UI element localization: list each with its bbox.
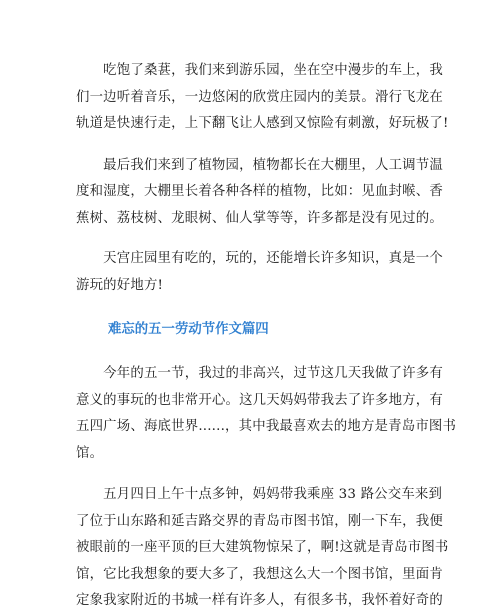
text-line: 们一边听着音乐，一边悠闲的欣赏庄园内的美景。滑行飞龙在 — [76, 89, 443, 105]
text-line: 轨道是快速行走，上下翻飞让人感到又惊险有刺激，好玩极了! — [76, 116, 449, 131]
text-line: 五月四日上午十点多钟，妈妈带我乘座 33 路公交车来到 — [76, 487, 443, 502]
text-line: 今年的五一节，我过的非高兴，过节这几天我做了许多有 — [76, 366, 443, 381]
paragraph-botanical-garden — [76, 153, 443, 233]
text-line: 意义的事玩的也非常开心。这几天妈妈带我去了许多地方，有 — [76, 392, 443, 408]
text-line: 馆。 — [76, 445, 104, 461]
text-line: 游玩的好地方! — [76, 277, 164, 293]
text-line: 五四广场、海底世界......，其中我最喜欢去的地方是青岛市图书 — [76, 419, 457, 434]
text-line: 天宫庄园里有吃的，玩的，还能增长许多知识，真是一个 — [76, 251, 443, 266]
text-line: 被眼前的一座平顶的巨大建筑物惊呆了，啊!这就是青岛市图书 — [76, 540, 449, 555]
text-line: 了位于山东路和延吉路交界的青岛市图书馆，刚一下车，我便 — [76, 513, 443, 529]
paragraph-amusement-park — [76, 58, 449, 138]
text-line: 定象我家附近的书城一样有许多人，有很多书，我怀着好奇的 — [76, 593, 443, 608]
paragraph-summary — [76, 246, 443, 299]
text-line: 馆，它比我想象的要大多了，我想这么大一个图书馆，里面肯 — [76, 566, 443, 582]
text-line: 度和湿度，大棚里长着各种各样的植物，比如：见血封喉、香 — [76, 184, 443, 199]
section-heading: 难忘的五一劳动节作文篇四 — [108, 322, 269, 337]
paragraph-may-day — [76, 361, 457, 467]
text-line: 吃饱了桑葚，我们来到游乐园，坐在空中漫步的车上，我 — [76, 63, 443, 78]
text-line: 最后我们来到了植物园，植物都长在大棚里，人工调节温 — [76, 157, 443, 173]
text-line: 蕉树、荔枝树、龙眼树、仙人掌等等，许多都是没有见过的。 — [76, 210, 443, 226]
document-body — [76, 58, 457, 615]
paragraph-library — [76, 482, 449, 615]
